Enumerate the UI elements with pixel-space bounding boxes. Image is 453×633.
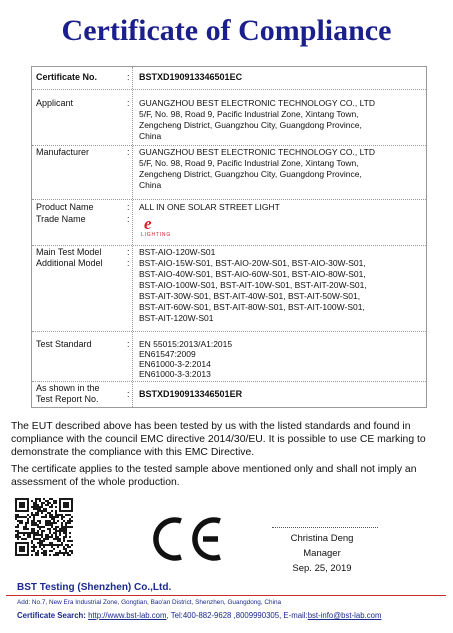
additional-model-line: BST-AIO-100W-S01, BST-AIT-10W-S01, BST-AIT-20W-S01, — [139, 280, 367, 290]
colon: : — [127, 72, 130, 82]
additional-model-line: BST-AIO-40W-S01, BST-AIO-60W-S01, BST-AIO-80W-S01, — [139, 269, 366, 279]
row-manufacturer — [32, 145, 426, 200]
manufacturer-value — [139, 147, 421, 191]
e-lighting-logo — [140, 215, 180, 237]
signatory-title: Manager — [303, 548, 341, 559]
applicant-label: Applicant — [36, 98, 74, 108]
colon: : — [127, 98, 130, 108]
signature-line — [272, 527, 378, 528]
row-additional-model — [32, 256, 426, 332]
compliance-statement: The EUT described above has been tested by us with the listed standards and found in compliance with the council EMC directive 2014/30/EU. It is possible to use CE marking to demonstrate the compliance with this EMC Directive. — [11, 421, 426, 458]
certificate-title: Certificate of Compliance — [61, 14, 392, 47]
product-name-label: Product Name — [36, 202, 94, 212]
test-report-label-line: As shown in the — [36, 383, 100, 393]
issue-date: Sep. 25, 2019 — [292, 563, 352, 574]
test-standard-line: EN61547:2009 — [139, 349, 196, 359]
qr-code — [15, 498, 73, 556]
test-standard-label: Test Standard — [36, 339, 92, 349]
colon: : — [127, 202, 130, 212]
applicant-line: Zengcheng District, Guangzhou City, Guangdong Province, — [139, 120, 362, 130]
applicant-line: GUANGZHOU BEST ELECTRONIC TECHNOLOGY CO., LTD — [139, 98, 375, 108]
test-standard-line: EN61000-3-3:2013 — [139, 369, 211, 379]
logo-text: LIGHTING — [141, 232, 172, 237]
main-test-model-label: Main Test Model — [36, 247, 102, 257]
manufacturer-line: China — [139, 180, 162, 190]
scope-statement: The certificate applies to the tested sample above mentioned only and shall not imply an assessment of the whole production. — [11, 464, 417, 488]
row-test-standard — [32, 331, 426, 382]
colon: : — [127, 389, 130, 399]
additional-model-line: BST-AIT-120W-S01 — [139, 313, 214, 323]
applicant-line: 5/F, No. 98, Road 9, Pacific Industrial Zone, Xintang Town, — [139, 109, 359, 119]
colon: : — [127, 258, 130, 268]
test-standard-line: EN61000-3-2:2014 — [139, 359, 211, 369]
row-product-name — [32, 199, 426, 213]
row-test-report-no — [32, 381, 426, 407]
testing-company-name: BST Testing (Shenzhen) Co.,Ltd. — [17, 582, 172, 593]
certificate-details-table — [31, 66, 427, 408]
test-standard-line: EN 55015:2013/A1:2015 — [139, 339, 233, 349]
row-trade-name — [32, 213, 426, 246]
email-link[interactable]: bst-info@bst-lab.com — [307, 611, 382, 620]
test-report-no-label — [36, 383, 100, 405]
colon: : — [127, 247, 130, 257]
row-applicant — [32, 89, 426, 146]
website-link[interactable]: http://www.bst-lab.com — [88, 611, 167, 620]
additional-model-line: BST-AIT-60W-S01, BST-AIT-80W-S01, BST-AIT-100W-S01, — [139, 302, 365, 312]
additional-model-line: BST-AIO-15W-S01, BST-AIO-20W-S01, BST-AIO-30W-S01, — [139, 258, 366, 268]
row-certificate-no — [32, 67, 426, 90]
trade-name-label: Trade Name — [36, 214, 86, 224]
test-report-no-value: BSTXD190913346501ER — [139, 389, 243, 399]
additional-model-label: Additional Model — [36, 258, 103, 268]
applicant-value — [139, 98, 421, 142]
ce-mark — [148, 512, 224, 566]
certificate-no-value: BSTXD190913346501EC — [139, 72, 243, 82]
manufacturer-line: 5/F, No. 98, Road 9, Pacific Industrial Zone, Xintang Town, — [139, 158, 359, 168]
colon: : — [127, 339, 130, 349]
manufacturer-line: Zengcheng District, Guangzhou City, Guangdong Province, — [139, 169, 362, 179]
additional-model-line: BST-AIT-30W-S01, BST-AIT-40W-S01, BST-AIT-50W-S01, — [139, 291, 361, 301]
certificate-search-line — [17, 611, 381, 620]
signatory-name: Christina Deng — [290, 533, 354, 544]
colon: : — [127, 147, 130, 157]
company-address: Add: No.7, New Era Industrial Zone, Gongtian, Bao'an District, Shenzhen, Guangdong, China — [17, 599, 282, 606]
row-main-test-model — [32, 245, 426, 256]
test-report-label-line: Test Report No. — [36, 394, 99, 404]
additional-model-value — [139, 258, 421, 324]
footer-rule — [6, 595, 446, 596]
manufacturer-line: GUANGZHOU BEST ELECTRONIC TECHNOLOGY CO., LTD — [139, 147, 375, 157]
main-test-model-value: BST-AIO-120W-S01 — [139, 247, 216, 257]
certificate-no-label: Certificate No. — [36, 72, 98, 82]
contact-info: , Tel:400-882-9628 ,8009990305, E-mail: — [166, 611, 308, 620]
manufacturer-label: Manufacturer — [36, 147, 90, 157]
applicant-line: China — [139, 131, 162, 141]
test-standard-value — [139, 339, 421, 379]
colon: : — [127, 214, 130, 224]
logo-letter: e — [144, 215, 152, 233]
product-name-value: ALL IN ONE SOLAR STREET LIGHT — [139, 202, 280, 212]
certificate-search-label: Certificate Search: — [17, 611, 89, 620]
